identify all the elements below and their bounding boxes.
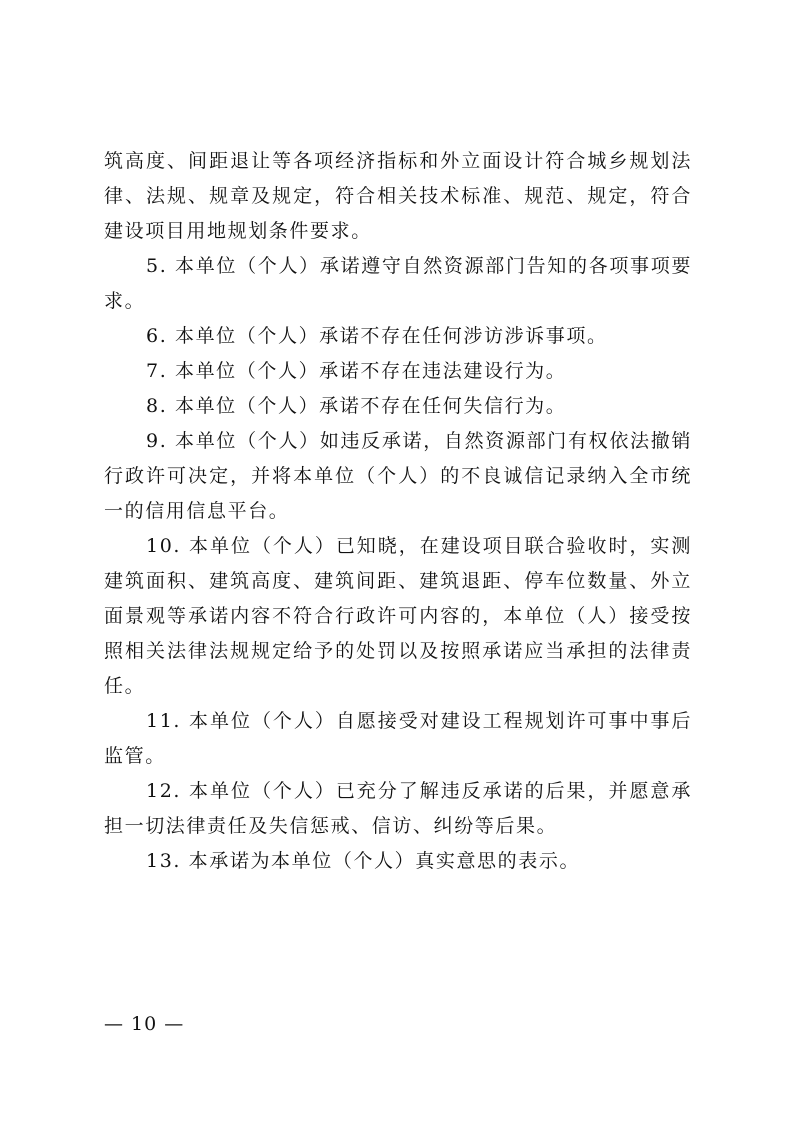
document-body bbox=[104, 144, 692, 879]
paragraph-item-9: 9. 本单位（个人）如违反承诺，自然资源部门有权依法撤销行政许可决定，并将本单位（个人）的不良诚信记录纳入全市统一的信用信息平台。 bbox=[104, 430, 692, 522]
paragraph-continuation: 筑高度、间距退让等各项经济指标和外立面设计符合城乡规划法律、法规、规章及规定，符合相关技术标准、规范、规定，符合建设项目用地规划条件要求。 bbox=[104, 150, 692, 242]
paragraph-item-5: 5. 本单位（个人）承诺遵守自然资源部门告知的各项事项要求。 bbox=[104, 255, 692, 312]
page-number: — 10 — bbox=[104, 1013, 185, 1035]
paragraph-item-6: 6. 本单位（个人）承诺不存在任何涉访涉诉事项。 bbox=[146, 325, 608, 347]
paragraph-item-12: 12. 本单位（个人）已充分了解违反承诺的后果，并愿意承担一切法律责任及失信惩戒、信访、纠纷等后果。 bbox=[104, 780, 692, 837]
paragraph-item-13: 13. 本承诺为本单位（个人）真实意思的表示。 bbox=[146, 850, 581, 872]
paragraph-item-8: 8. 本单位（个人）承诺不存在任何失信行为。 bbox=[146, 395, 567, 417]
paragraph-item-10: 10. 本单位（个人）已知晓，在建设项目联合验收时，实测建筑面积、建筑高度、建筑间距、建筑退距、停车位数量、外立面景观等承诺内容不符合行政许可内容的，本单位（人）接受按照相关法律法规规定给予的处罚以及按照承诺应当承担的法律责任。 bbox=[104, 535, 692, 697]
paragraph-item-11: 11. 本单位（个人）自愿接受对建设工程规划许可事中事后监管。 bbox=[104, 710, 692, 767]
paragraph-item-7: 7. 本单位（个人）承诺不存在违法建设行为。 bbox=[146, 360, 567, 382]
